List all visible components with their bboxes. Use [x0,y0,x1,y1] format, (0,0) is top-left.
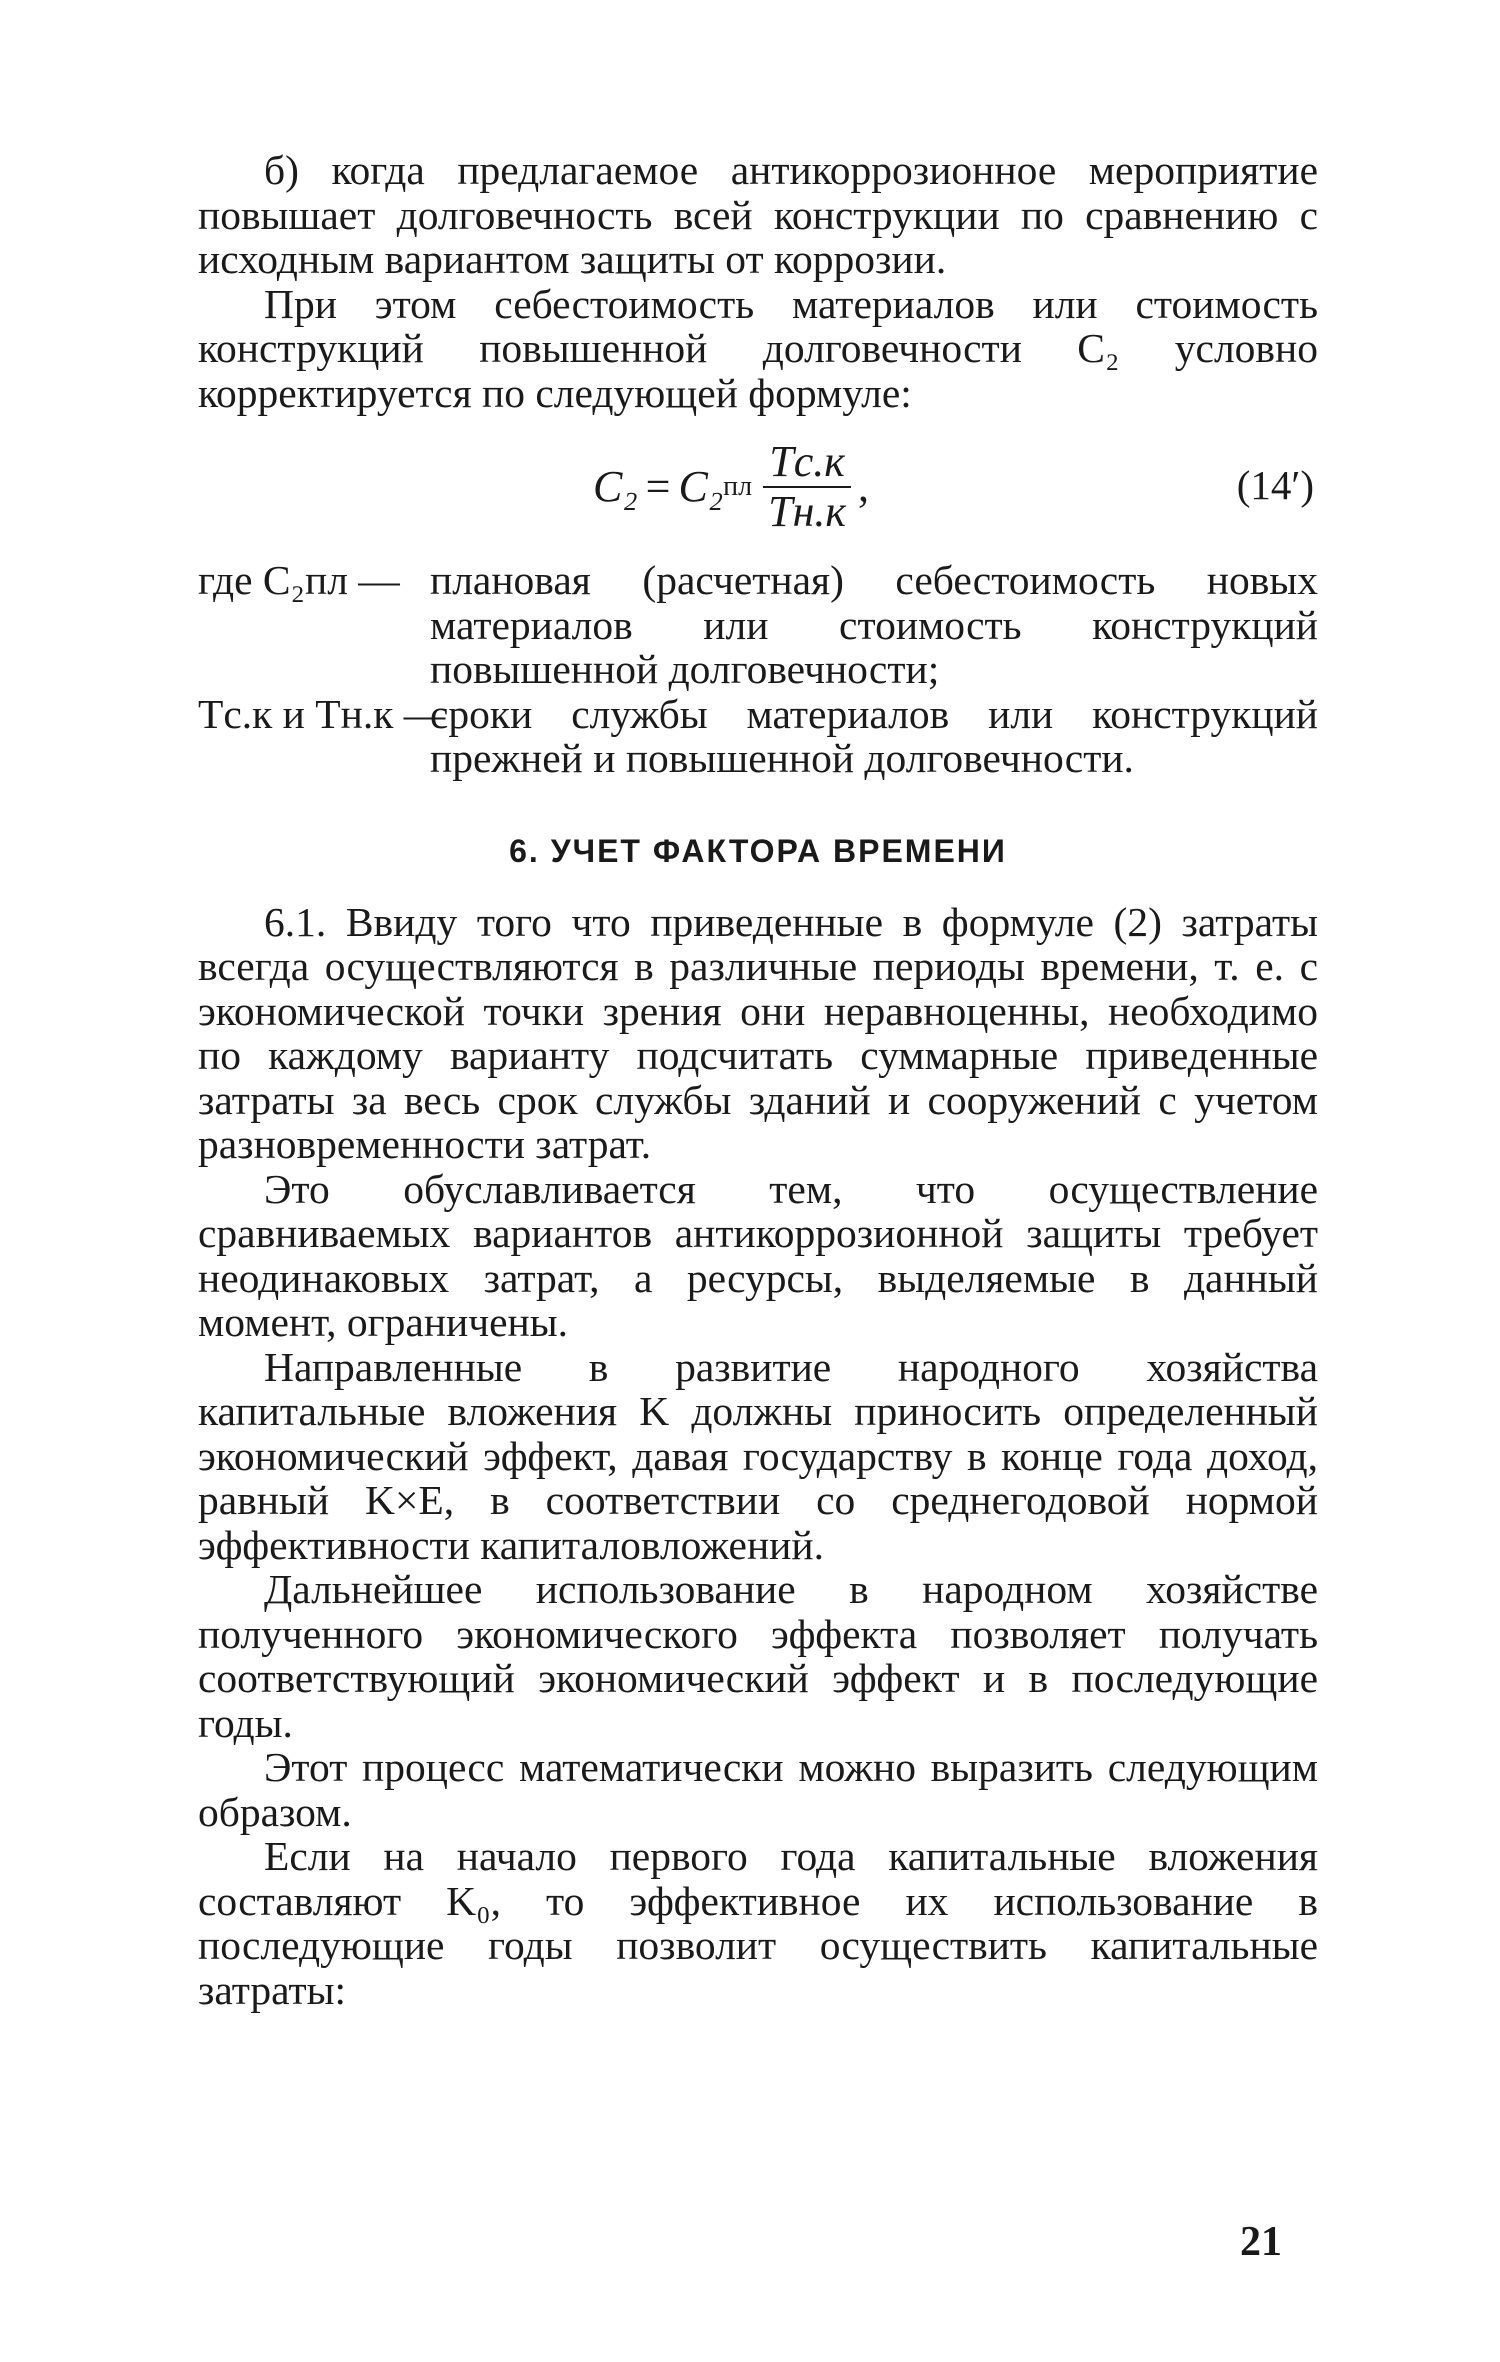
definition-item [198,692,1318,781]
formula-fraction [762,438,852,536]
formula-comma: , [858,462,869,511]
body-paragraph: 6.1. Ввиду того что приведенные в формуле (2) затраты всегда осуществляются в различные периоды времени, т. е. с экономической точки зрения они неравноценны, необходимо по каждому варианту подсчитать суммарные приведенные затраты за весь срок службы зданий и сооружений с учетом разновременности затрат. [198,898,1318,1167]
definition-item [198,558,1318,692]
formula-intro-paragraph: При этом себестоимость материалов или стоимость конструкций повышенной долговечности С₂ условно корректируется по следующей формуле: [198,280,1318,416]
formula-coef-subscript: пл [723,470,753,502]
intro-paragraph: б) когда предлагаемое антикоррозионное мероприятие повышает долговечность всей конструкции по сравнению с исходным вариантом защиты от коррозии. [198,147,1318,282]
body-paragraph: Если на начало первого года капитальные вложения составляют K₀, то эффективное их использование в последующие годы позволит осуществить капитальные затраты: [198,1833,1318,2013]
body-paragraph: Дальнейшее использование в народном хозяйстве полученного экономического эффекта позволяет получать соответствующий экономический эффект и в последующие годы. [198,1566,1318,1746]
formula-14-prime [593,419,869,554]
definitions-list [198,558,1318,781]
document-page [198,148,1318,2012]
equation-number: (14′) [1236,462,1314,508]
definition-description: сроки службы материалов или конструкций прежней и повышенной долговечности. [430,690,1318,781]
definition-term: Tс.к и Tн.к — [198,690,446,737]
definition-description: плановая (расчетная) себестоимость новых материалов или стоимость конструкций повышенной долговечности; [430,557,1318,692]
formula-lhs: C₂ [593,462,638,511]
definition-term: где C₂пл — [198,557,400,603]
formula-coef: C₂ [678,462,724,511]
body-paragraph: Это обуславливается тем, что осуществление сравниваемых вариантов антикоррозионной защиты требует неодинаковых затрат, а ресурсы, выделяемые в данный момент, ограничены. [198,1165,1318,1345]
body-paragraph: Этот процесс математически можно выразить следующим образом. [198,1744,1318,1835]
formula-block [198,419,1318,554]
body-paragraph: Направленные в развитие народного хозяйства капитальные вложения K должны приносить определенный экономический эффект, давая государству в конце года доход, равный K×E, в соответствии со среднегодовой нормой эффективности капиталовложений. [198,1343,1318,1568]
formula-equals: = [645,462,671,511]
page-number: 21 [1240,2219,1282,2265]
formula-numerator: Tс.к [763,438,851,488]
formula-denominator: Tн.к [768,486,846,536]
section-heading: 6. УЧЕТ ФАКТОРА ВРЕМЕНИ [509,832,1007,869]
